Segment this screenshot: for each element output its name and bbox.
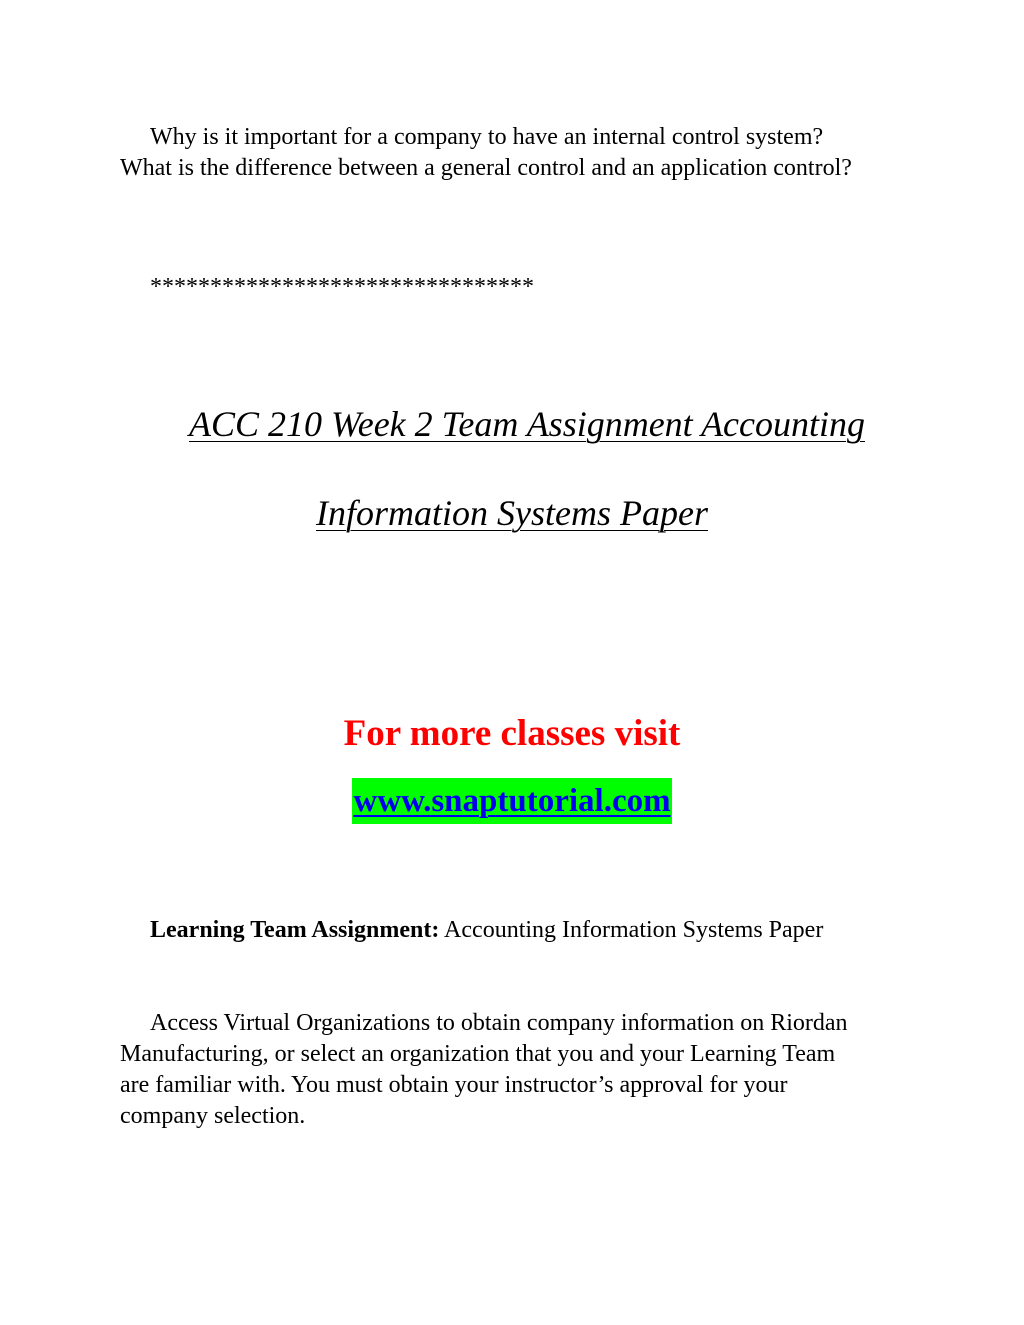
question-line-1: Why is it important for a company to have an internal control system? xyxy=(150,124,824,150)
question-paragraph xyxy=(120,122,860,184)
separator: ******************************** xyxy=(150,274,534,300)
assignment-text: Accounting Information Systems Paper xyxy=(439,917,824,943)
instructions-paragraph: Access Virtual Organizations to obtain company information on Riordan Manufacturing, or select an organization that you and your Learning Team are familiar with. You must obtain your instructor’s approval for your company selection. xyxy=(120,1010,848,1129)
promo-link-container xyxy=(0,778,1024,824)
question-line-2: What is the difference between a general control and an application control? xyxy=(120,155,852,181)
website-link[interactable]: www.snaptutorial.com xyxy=(352,778,671,824)
page-title-line-1: ACC 210 Week 2 Team Assignment Accounting xyxy=(189,404,865,444)
page-title-line-2: Information Systems Paper xyxy=(316,493,708,533)
promo-heading: For more classes visit xyxy=(343,713,681,754)
assignment-label: Learning Team Assignment: xyxy=(150,917,440,943)
assignment-paragraph xyxy=(120,915,860,946)
